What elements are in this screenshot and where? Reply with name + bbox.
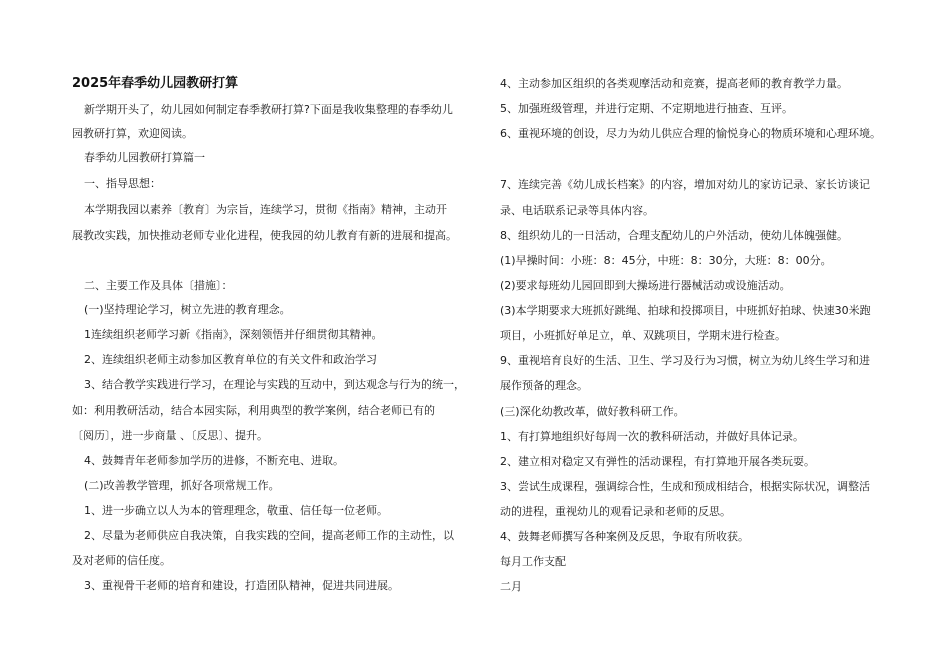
- paragraph-line: 本学期我园以素养〔教育〕为宗旨，连续学习，贯彻《指南》精神，主动开: [84, 203, 447, 216]
- paragraph-line: 展作预备的理念。: [500, 379, 588, 392]
- paragraph-line: (二)改善教学管理，抓好各项常规工作。: [84, 479, 280, 492]
- paragraph-line: 1、有打算地组织好每周一次的教科研活动，并做好具体记录。: [500, 430, 804, 443]
- paragraph-line: 7、连续完善《幼儿成长档案》的内容，增加对幼儿的家访记录、家长访谈记: [500, 178, 870, 191]
- paragraph-line: 3、尝试生成课程，强调综合性，生成和预成相结合，根据实际状况，调整活: [500, 480, 870, 493]
- paragraph-line: 如：利用教研活动，结合本园实际，利用典型的教学案例，结合老师已有的: [72, 404, 435, 417]
- section-heading: 一、指导思想：: [84, 177, 161, 190]
- paragraph-line: 每月工作支配: [500, 555, 566, 568]
- paragraph-line: 〔阅历〕，进一步商量 、〔反思〕、提升。: [72, 429, 268, 442]
- paragraph-line: 展教改实践，加快推动老师专业化进程，使我园的幼儿教育有新的进展和提高。: [72, 229, 457, 242]
- paragraph-line: 园教研打算，欢迎阅读。: [72, 127, 193, 140]
- paragraph-line: (一)坚持理论学习，树立先进的教育理念。: [84, 303, 291, 316]
- paragraph-line: 1、进一步确立以人为本的管理理念，敬重、信任每一位老师。: [84, 504, 388, 517]
- paragraph-line: 6、重视环境的创设，尽力为幼儿供应合理的愉悦身心的物质环境和心理环境。: [500, 127, 881, 140]
- paragraph-line: (2)要求每班幼儿园回即到大操场进行器械活动或设施活动。: [500, 279, 791, 292]
- paragraph-line: 新学期开头了，幼儿园如何制定春季教研打算?下面是我收集整理的春季幼儿: [84, 103, 453, 116]
- paragraph-line: 5、加强班级管理，并进行定期、不定期地进行抽查、互评。: [500, 102, 793, 115]
- paragraph-line: 2、连续组织老师主动参加区教育单位的有关文件和政治学习: [84, 353, 377, 366]
- paragraph-line: 录、电话联系记录等具体内容。: [500, 204, 654, 217]
- paragraph-line: 二月: [500, 580, 522, 593]
- paragraph-line: 8、组织幼儿的一日活动，合理支配幼儿的户外活动，使幼儿体魄强健。: [500, 229, 848, 242]
- paragraph-line: 3、重视骨干老师的培育和建设，打造团队精神，促进共同进展。: [84, 579, 399, 592]
- paragraph-line: (1)早操时间：小班：8：45分，中班：8：30分，大班：8：00分。: [500, 254, 832, 267]
- paragraph-line: 春季幼儿园教研打算篇一: [84, 151, 205, 164]
- paragraph-line: 1连续组织老师学习新《指南》，深刻领悟并仔细贯彻其精神。: [84, 328, 383, 341]
- paragraph-line: 4、鼓舞青年老师参加学历的进修，不断充电、进取。: [84, 454, 344, 467]
- paragraph-line: 4、鼓舞老师撰写各种案例及反思，争取有所收获。: [500, 530, 749, 543]
- paragraph-line: (三)深化幼教改革，做好教科研工作。: [500, 405, 685, 418]
- paragraph-line: (3)本学期要求大班抓好跳绳、拍球和投掷项目，中班抓好拍球、快速30米跑: [500, 304, 871, 317]
- document-title: 2025年春季幼儿园教研打算: [72, 76, 239, 91]
- paragraph-line: 2、尽量为老师供应自我决策，自我实践的空间，提高老师工作的主动性，以: [84, 529, 454, 542]
- section-heading: 二、主要工作及具体〔措施〕：: [84, 279, 233, 292]
- paragraph-line: 项目，小班抓好单足立，单、双跳项目，学期末进行检查。: [500, 329, 786, 342]
- paragraph-line: 动的进程，重视幼儿的观看记录和老师的反思。: [500, 505, 731, 518]
- paragraph-line: 4、主动参加区组织的各类观摩活动和竞赛，提高老师的教育教学力量。: [500, 77, 848, 90]
- paragraph-line: 2、建立相对稳定又有弹性的活动课程，有打算地开展各类玩耍。: [500, 455, 815, 468]
- paragraph-line: 9、重视培育良好的生活、卫生、学习及行为习惯，树立为幼儿终生学习和进: [500, 354, 870, 367]
- paragraph-line: 3、结合教学实践进行学习，在理论与实践的互动中，到达观念与行为的统一，: [84, 378, 465, 391]
- paragraph-line: 及对老师的信任度。: [72, 554, 171, 567]
